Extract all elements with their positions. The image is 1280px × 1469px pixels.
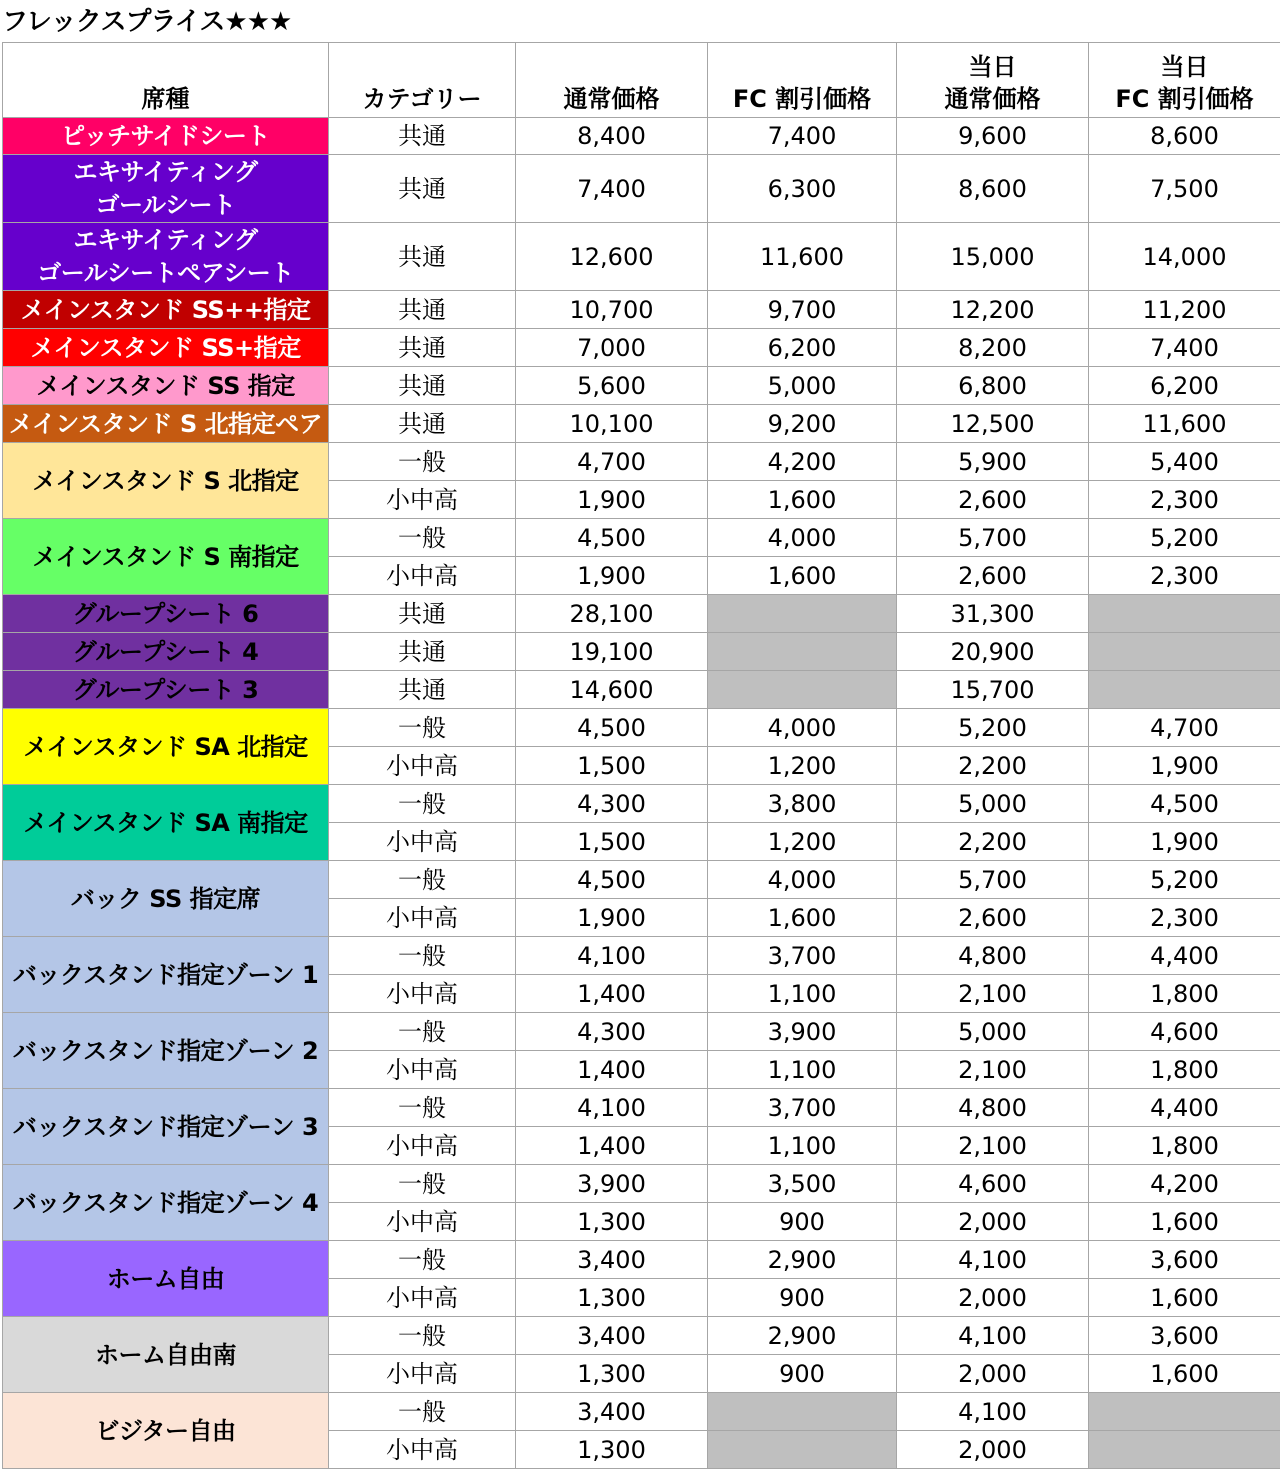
sameday-fc-cell: 7,500 xyxy=(1089,155,1280,223)
seat-name: グループシート 4 xyxy=(3,633,329,671)
header-fc-price: FC 割引価格 xyxy=(708,43,897,118)
table-row xyxy=(3,1013,1280,1051)
table-row xyxy=(3,1165,1280,1203)
sameday-fc-cell: 3,600 xyxy=(1089,1241,1280,1279)
table-row xyxy=(3,367,1280,405)
fc-price-cell: 1,200 xyxy=(708,747,897,785)
fc-price-cell: 4,000 xyxy=(708,861,897,899)
fc-price-cell: 900 xyxy=(708,1279,897,1317)
sameday-fc-cell: 1,900 xyxy=(1089,823,1280,861)
regular-price-cell: 1,400 xyxy=(516,975,708,1013)
regular-price-cell: 5,600 xyxy=(516,367,708,405)
sameday-regular-cell: 4,100 xyxy=(897,1241,1089,1279)
price-table xyxy=(2,42,1280,1469)
seat-name: メインスタンド SS+指定 xyxy=(3,329,329,367)
sameday-fc-cell: 2,300 xyxy=(1089,481,1280,519)
seat-name-line: エキサイティング xyxy=(73,225,258,254)
fc-price-cell: 1,200 xyxy=(708,823,897,861)
regular-price-cell: 4,300 xyxy=(516,1013,708,1051)
category-cell: 一般 xyxy=(329,1089,516,1127)
seat-name: グループシート 3 xyxy=(3,671,329,709)
category-cell: 一般 xyxy=(329,1317,516,1355)
header-sameday-regular-label: 通常価格 xyxy=(944,85,1041,113)
empty-cell xyxy=(1089,1431,1280,1469)
fc-price-cell: 1,100 xyxy=(708,1127,897,1165)
fc-price-cell: 900 xyxy=(708,1203,897,1241)
sameday-regular-cell: 2,100 xyxy=(897,1051,1089,1089)
seat-name: メインスタンド SA 南指定 xyxy=(3,785,329,861)
category-cell: 一般 xyxy=(329,937,516,975)
sameday-fc-cell: 1,800 xyxy=(1089,1051,1280,1089)
fc-price-cell: 3,800 xyxy=(708,785,897,823)
seat-name-line: エキサイティング xyxy=(73,157,258,186)
category-cell: 小中高 xyxy=(329,1051,516,1089)
header-seat: 席種 xyxy=(3,43,329,118)
regular-price-cell: 7,000 xyxy=(516,329,708,367)
fc-price-cell: 11,600 xyxy=(708,223,897,291)
category-cell: 一般 xyxy=(329,1241,516,1279)
sameday-regular-cell: 2,600 xyxy=(897,481,1089,519)
regular-price-cell: 14,600 xyxy=(516,671,708,709)
regular-price-cell: 1,300 xyxy=(516,1431,708,1469)
category-cell: 共通 xyxy=(329,671,516,709)
sameday-fc-cell: 6,200 xyxy=(1089,367,1280,405)
category-cell: 共通 xyxy=(329,595,516,633)
fc-price-cell: 4,000 xyxy=(708,519,897,557)
seat-name: メインスタンド SS 指定 xyxy=(3,367,329,405)
category-cell: 一般 xyxy=(329,1013,516,1051)
seat-name: ホーム自由南 xyxy=(3,1317,329,1393)
empty-cell xyxy=(1089,595,1280,633)
sameday-regular-cell: 2,200 xyxy=(897,747,1089,785)
table-row xyxy=(3,443,1280,481)
fc-price-cell: 1,100 xyxy=(708,1051,897,1089)
category-cell: 共通 xyxy=(329,633,516,671)
sameday-regular-cell: 15,700 xyxy=(897,671,1089,709)
regular-price-cell: 10,100 xyxy=(516,405,708,443)
fc-price-cell: 9,700 xyxy=(708,291,897,329)
seat-name: ピッチサイドシート xyxy=(3,118,329,155)
category-cell: 共通 xyxy=(329,405,516,443)
sameday-regular-cell: 2,000 xyxy=(897,1355,1089,1393)
sameday-fc-cell: 4,500 xyxy=(1089,785,1280,823)
fc-price-cell: 9,200 xyxy=(708,405,897,443)
table-row xyxy=(3,291,1280,329)
sameday-regular-cell: 2,100 xyxy=(897,975,1089,1013)
sameday-regular-cell: 4,800 xyxy=(897,1089,1089,1127)
regular-price-cell: 4,500 xyxy=(516,709,708,747)
sameday-regular-cell: 2,000 xyxy=(897,1279,1089,1317)
category-cell: 共通 xyxy=(329,223,516,291)
regular-price-cell: 19,100 xyxy=(516,633,708,671)
sameday-fc-cell: 3,600 xyxy=(1089,1317,1280,1355)
sameday-fc-cell: 5,200 xyxy=(1089,861,1280,899)
sameday-regular-cell: 4,100 xyxy=(897,1393,1089,1431)
table-row xyxy=(3,671,1280,709)
regular-price-cell: 1,300 xyxy=(516,1279,708,1317)
fc-price-cell: 900 xyxy=(708,1355,897,1393)
sameday-fc-cell: 8,600 xyxy=(1089,118,1280,155)
table-row xyxy=(3,223,1280,291)
table-row xyxy=(3,709,1280,747)
sameday-fc-cell: 11,200 xyxy=(1089,291,1280,329)
category-cell: 小中高 xyxy=(329,481,516,519)
regular-price-cell: 1,300 xyxy=(516,1203,708,1241)
table-row xyxy=(3,595,1280,633)
sameday-fc-cell: 1,900 xyxy=(1089,747,1280,785)
empty-cell xyxy=(1089,671,1280,709)
category-cell: 小中高 xyxy=(329,823,516,861)
category-cell: 小中高 xyxy=(329,1203,516,1241)
empty-cell xyxy=(1089,1393,1280,1431)
seat-name: バックスタンド指定ゾーン 2 xyxy=(3,1013,329,1089)
category-cell: 一般 xyxy=(329,1165,516,1203)
category-cell: 小中高 xyxy=(329,1355,516,1393)
seat-name: メインスタンド S 北指定 xyxy=(3,443,329,519)
table-row xyxy=(3,1317,1280,1355)
sameday-fc-cell: 11,600 xyxy=(1089,405,1280,443)
seat-name: バックスタンド指定ゾーン 1 xyxy=(3,937,329,1013)
table-row xyxy=(3,1241,1280,1279)
category-cell: 共通 xyxy=(329,155,516,223)
regular-price-cell: 1,300 xyxy=(516,1355,708,1393)
sameday-regular-cell: 31,300 xyxy=(897,595,1089,633)
sameday-regular-cell: 4,800 xyxy=(897,937,1089,975)
empty-cell xyxy=(1089,633,1280,671)
regular-price-cell: 4,100 xyxy=(516,937,708,975)
sameday-fc-cell: 1,800 xyxy=(1089,1127,1280,1165)
header-category: カテゴリー xyxy=(329,43,516,118)
sameday-regular-cell: 2,600 xyxy=(897,557,1089,595)
sameday-regular-cell: 5,000 xyxy=(897,1013,1089,1051)
table-row xyxy=(3,329,1280,367)
fc-price-cell: 6,300 xyxy=(708,155,897,223)
seat-name: メインスタンド SA 北指定 xyxy=(3,709,329,785)
sameday-fc-cell: 5,400 xyxy=(1089,443,1280,481)
regular-price-cell: 4,500 xyxy=(516,519,708,557)
header-row xyxy=(3,43,1280,118)
seat-name: ホーム自由 xyxy=(3,1241,329,1317)
sameday-fc-cell: 14,000 xyxy=(1089,223,1280,291)
regular-price-cell: 1,400 xyxy=(516,1127,708,1165)
regular-price-cell: 1,900 xyxy=(516,481,708,519)
table-row xyxy=(3,861,1280,899)
category-cell: 一般 xyxy=(329,519,516,557)
sameday-regular-cell: 2,000 xyxy=(897,1203,1089,1241)
fc-price-cell: 3,700 xyxy=(708,1089,897,1127)
table-row xyxy=(3,405,1280,443)
regular-price-cell: 12,600 xyxy=(516,223,708,291)
sameday-fc-cell: 4,400 xyxy=(1089,937,1280,975)
seat-name: メインスタンド S 南指定 xyxy=(3,519,329,595)
seat-name xyxy=(3,223,329,291)
fc-price-cell: 6,200 xyxy=(708,329,897,367)
sameday-regular-cell: 6,800 xyxy=(897,367,1089,405)
regular-price-cell: 4,100 xyxy=(516,1089,708,1127)
fc-price-cell: 4,200 xyxy=(708,443,897,481)
sameday-regular-cell: 2,000 xyxy=(897,1431,1089,1469)
regular-price-cell: 3,400 xyxy=(516,1317,708,1355)
regular-price-cell: 4,500 xyxy=(516,861,708,899)
regular-price-cell: 3,900 xyxy=(516,1165,708,1203)
sameday-regular-cell: 2,100 xyxy=(897,1127,1089,1165)
category-cell: 小中高 xyxy=(329,557,516,595)
category-cell: 一般 xyxy=(329,785,516,823)
sameday-fc-cell: 4,700 xyxy=(1089,709,1280,747)
empty-cell xyxy=(708,633,897,671)
sameday-fc-cell: 4,600 xyxy=(1089,1013,1280,1051)
seat-name xyxy=(3,155,329,223)
sameday-regular-cell: 5,000 xyxy=(897,785,1089,823)
fc-price-cell: 1,100 xyxy=(708,975,897,1013)
category-cell: 共通 xyxy=(329,118,516,155)
sameday-fc-cell: 2,300 xyxy=(1089,557,1280,595)
table-row xyxy=(3,1089,1280,1127)
sameday-regular-cell: 4,600 xyxy=(897,1165,1089,1203)
sameday-regular-cell: 5,200 xyxy=(897,709,1089,747)
fc-price-cell: 2,900 xyxy=(708,1317,897,1355)
fc-price-cell: 1,600 xyxy=(708,481,897,519)
sameday-fc-cell: 7,400 xyxy=(1089,329,1280,367)
table-row xyxy=(3,633,1280,671)
empty-cell xyxy=(708,595,897,633)
page-title: フレックスプライス★★★ xyxy=(2,7,292,37)
category-cell: 小中高 xyxy=(329,975,516,1013)
seat-name: メインスタンド S 北指定ペア xyxy=(3,405,329,443)
sameday-regular-cell: 5,900 xyxy=(897,443,1089,481)
regular-price-cell: 4,300 xyxy=(516,785,708,823)
category-cell: 小中高 xyxy=(329,1127,516,1165)
fc-price-cell: 3,500 xyxy=(708,1165,897,1203)
header-sameday-label: 当日 xyxy=(1160,53,1209,81)
sameday-regular-cell: 2,600 xyxy=(897,899,1089,937)
category-cell: 小中高 xyxy=(329,747,516,785)
sameday-fc-cell: 1,600 xyxy=(1089,1355,1280,1393)
empty-cell xyxy=(708,1431,897,1469)
fc-price-cell: 4,000 xyxy=(708,709,897,747)
seat-name: バック SS 指定席 xyxy=(3,861,329,937)
table-row xyxy=(3,155,1280,223)
sameday-fc-cell: 2,300 xyxy=(1089,899,1280,937)
sameday-fc-cell: 5,200 xyxy=(1089,519,1280,557)
seat-name: グループシート 6 xyxy=(3,595,329,633)
seat-name: バックスタンド指定ゾーン 3 xyxy=(3,1089,329,1165)
regular-price-cell: 3,400 xyxy=(516,1241,708,1279)
sameday-regular-cell: 5,700 xyxy=(897,861,1089,899)
category-cell: 共通 xyxy=(329,329,516,367)
sameday-regular-cell: 9,600 xyxy=(897,118,1089,155)
fc-price-cell: 1,600 xyxy=(708,557,897,595)
category-cell: 一般 xyxy=(329,443,516,481)
header-sameday-label: 当日 xyxy=(968,53,1017,81)
sameday-regular-cell: 12,200 xyxy=(897,291,1089,329)
category-cell: 小中高 xyxy=(329,1279,516,1317)
sameday-regular-cell: 4,100 xyxy=(897,1317,1089,1355)
sameday-regular-cell: 12,500 xyxy=(897,405,1089,443)
table-row xyxy=(3,1393,1280,1431)
sameday-regular-cell: 8,600 xyxy=(897,155,1089,223)
header-sameday-fc-label: FC 割引価格 xyxy=(1115,85,1254,113)
regular-price-cell: 1,900 xyxy=(516,557,708,595)
regular-price-cell: 3,400 xyxy=(516,1393,708,1431)
table-row xyxy=(3,785,1280,823)
category-cell: 一般 xyxy=(329,861,516,899)
table-row xyxy=(3,937,1280,975)
category-cell: 小中高 xyxy=(329,1431,516,1469)
sameday-fc-cell: 1,600 xyxy=(1089,1279,1280,1317)
regular-price-cell: 4,700 xyxy=(516,443,708,481)
seat-name: ビジター自由 xyxy=(3,1393,329,1469)
fc-price-cell: 3,700 xyxy=(708,937,897,975)
regular-price-cell: 10,700 xyxy=(516,291,708,329)
category-cell: 共通 xyxy=(329,367,516,405)
sameday-regular-cell: 20,900 xyxy=(897,633,1089,671)
category-cell: 一般 xyxy=(329,709,516,747)
empty-cell xyxy=(708,671,897,709)
sameday-fc-cell: 4,200 xyxy=(1089,1165,1280,1203)
header-regular-price: 通常価格 xyxy=(516,43,708,118)
sameday-fc-cell: 4,400 xyxy=(1089,1089,1280,1127)
seat-name: メインスタンド SS++指定 xyxy=(3,291,329,329)
fc-price-cell: 1,600 xyxy=(708,899,897,937)
fc-price-cell: 5,000 xyxy=(708,367,897,405)
fc-price-cell: 3,900 xyxy=(708,1013,897,1051)
regular-price-cell: 1,500 xyxy=(516,747,708,785)
fc-price-cell: 7,400 xyxy=(708,118,897,155)
sameday-regular-cell: 2,200 xyxy=(897,823,1089,861)
category-cell: 小中高 xyxy=(329,899,516,937)
sameday-fc-cell: 1,800 xyxy=(1089,975,1280,1013)
regular-price-cell: 1,900 xyxy=(516,899,708,937)
seat-name: バックスタンド指定ゾーン 4 xyxy=(3,1165,329,1241)
sameday-regular-cell: 8,200 xyxy=(897,329,1089,367)
header-sameday-regular xyxy=(897,43,1089,118)
sameday-regular-cell: 5,700 xyxy=(897,519,1089,557)
sameday-fc-cell: 1,600 xyxy=(1089,1203,1280,1241)
seat-name-line: ゴールシート xyxy=(95,190,236,219)
sameday-regular-cell: 15,000 xyxy=(897,223,1089,291)
regular-price-cell: 28,100 xyxy=(516,595,708,633)
category-cell: 一般 xyxy=(329,1393,516,1431)
regular-price-cell: 7,400 xyxy=(516,155,708,223)
table-row xyxy=(3,519,1280,557)
category-cell: 共通 xyxy=(329,291,516,329)
header-sameday-fc xyxy=(1089,43,1280,118)
empty-cell xyxy=(708,1393,897,1431)
seat-name-line: ゴールシートペアシート xyxy=(37,258,294,287)
regular-price-cell: 1,500 xyxy=(516,823,708,861)
table-row xyxy=(3,118,1280,155)
regular-price-cell: 8,400 xyxy=(516,118,708,155)
regular-price-cell: 1,400 xyxy=(516,1051,708,1089)
fc-price-cell: 2,900 xyxy=(708,1241,897,1279)
